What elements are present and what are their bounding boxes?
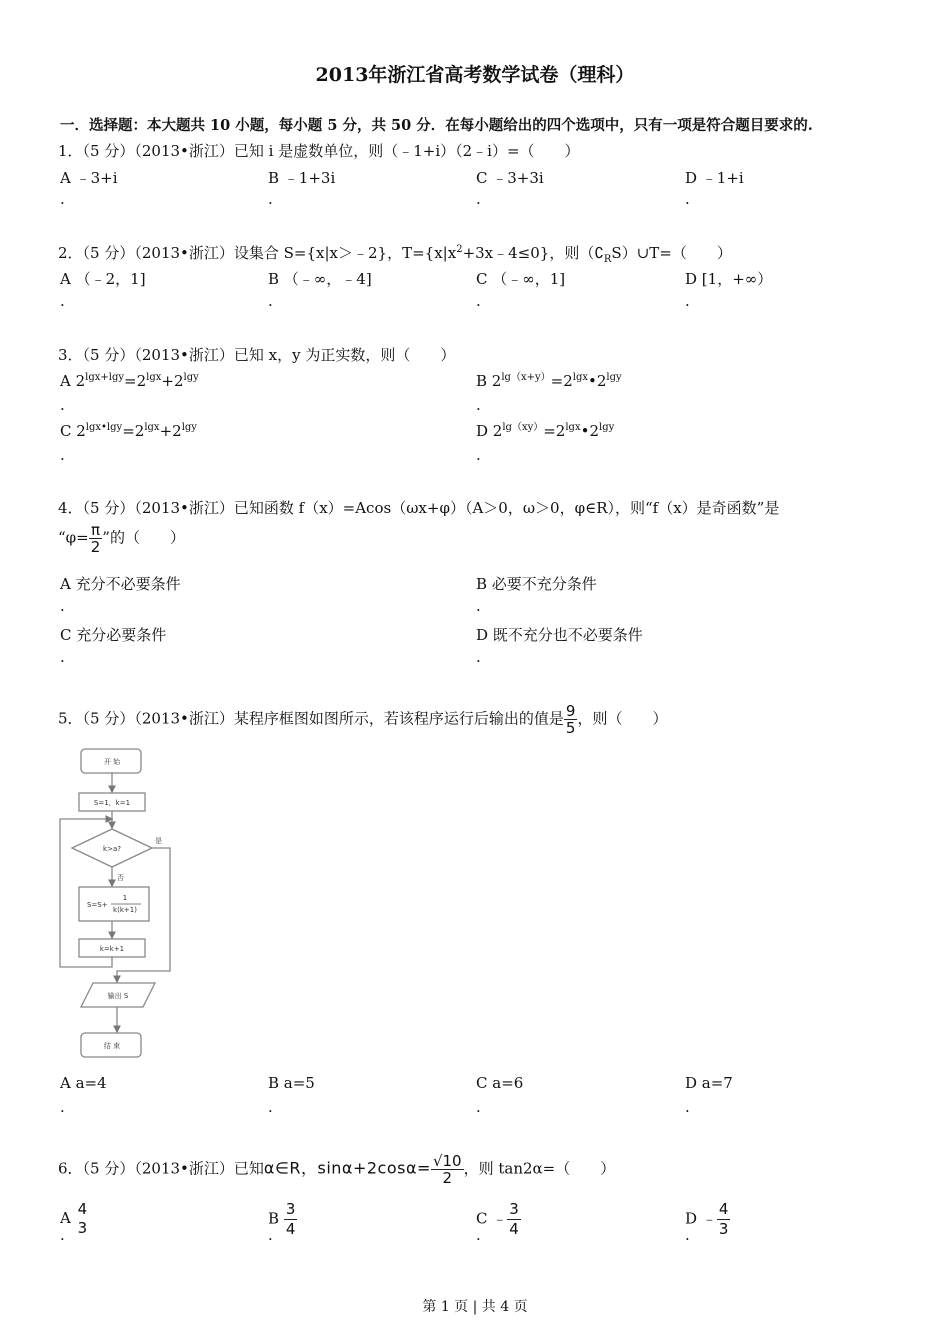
q5-option-d: D a=7 — [685, 1074, 733, 1092]
q6-frac-num: √10 — [432, 1152, 462, 1170]
option-dot: . — [476, 446, 481, 464]
q2-option-c: C （﹣∞，1] — [476, 270, 566, 288]
q6-a-fraction — [76, 1200, 90, 1238]
q5-fraction — [564, 703, 578, 736]
q6-stem-pre: 6．（5 分）（2013•浙江）已知 — [58, 1159, 264, 1178]
flow-output-label: 输出 S — [107, 992, 129, 1000]
page-title: 2013年浙江省高考数学试卷（理科） — [315, 64, 635, 86]
q3-option-a — [60, 372, 199, 390]
q3-c-sup3: lgy — [181, 422, 197, 433]
q5-stem-pre: 5．（5 分）（2013•浙江）某程序框图如图所示，若该程序运行后输出的值是 — [58, 709, 564, 728]
q5-option-c: C a=6 — [476, 1074, 524, 1092]
q6-b-label: B — [268, 1209, 280, 1228]
q3-c-mid: =2 — [122, 422, 145, 440]
q6-d-fraction — [717, 1200, 731, 1239]
q4-option-b: B 必要不充分条件 — [476, 575, 597, 593]
flow-inc-label: k=k+1 — [99, 945, 125, 953]
q3-c-label: C 2 — [60, 422, 86, 440]
q6-a-den: 3 — [77, 1219, 88, 1237]
q3-option-c — [60, 422, 197, 440]
q6-a-label: A — [60, 1209, 71, 1227]
option-dot: . — [60, 292, 65, 310]
option-dot: . — [685, 1226, 690, 1244]
flow-update-num: 1 — [122, 894, 128, 902]
q3-a-mid2: +2 — [161, 372, 184, 390]
q5-frac-den: 5 — [565, 719, 576, 737]
q6-b-fraction — [284, 1200, 298, 1239]
q3-d-mid2: •2 — [580, 422, 600, 440]
page-footer: 第 1 页 | 共 4 页 — [422, 1299, 528, 1315]
q2-stem-sup: 2 — [456, 244, 463, 255]
option-dot: . — [268, 190, 273, 208]
q6-b-den: 4 — [285, 1220, 296, 1238]
q3-a-sup2: lgx — [146, 372, 162, 383]
q3-d-sup3: lgy — [599, 422, 615, 433]
option-dot: . — [60, 446, 65, 464]
flow-yes-label: 是 — [155, 837, 162, 845]
q3-b-sup1: lg（x+y） — [501, 372, 551, 383]
q3-b-sup3: lgy — [606, 372, 622, 383]
q3-b-mid: =2 — [550, 372, 573, 390]
option-dot: . — [60, 648, 65, 666]
flow-cond-label: k>a? — [103, 845, 121, 853]
q5-frac-num: 9 — [565, 702, 576, 720]
q6-d-den: 3 — [718, 1220, 729, 1238]
question-4-stem: 4．（5 分）（2013•浙江）已知函数 f（x）=Acos（ωx+φ）（A＞0，ω＞0，φ∈R），则“f（x）是奇函数”是 — [58, 499, 780, 517]
q1-option-b: B ﹣1+3i — [268, 169, 336, 187]
option-dot: . — [60, 1226, 65, 1244]
q6-fraction — [431, 1153, 464, 1186]
q2-stem-post: S）∪T=（ ） — [611, 244, 732, 262]
q4-option-d: D 既不充分也不必要条件 — [476, 626, 643, 644]
option-dot: . — [60, 190, 65, 208]
option-dot: . — [476, 190, 481, 208]
q6-c-sign: ﹣ — [492, 1209, 508, 1228]
q3-option-d — [476, 422, 614, 440]
q4-fraction — [89, 522, 103, 555]
option-dot: . — [476, 597, 481, 615]
option-dot: . — [268, 1098, 273, 1116]
q5-option-b: B a=5 — [268, 1074, 315, 1092]
q6-d-sign: ﹣ — [701, 1209, 717, 1228]
q6-stem-post: ，则 tan2α=（ ） — [463, 1159, 616, 1178]
q3-b-mid2: •2 — [588, 372, 607, 390]
option-dot: . — [60, 1098, 65, 1116]
flow-end-label: 结 束 — [103, 1042, 121, 1050]
q1-option-c: C ﹣3+3i — [476, 169, 544, 187]
option-dot: . — [268, 1226, 273, 1244]
option-dot: . — [685, 292, 690, 310]
q5-option-a: A a=4 — [60, 1074, 107, 1092]
q2-stem-sub: R — [603, 254, 612, 265]
question-3-stem: 3．（5 分）（2013•浙江）已知 x，y 为正实数，则（ ） — [58, 346, 456, 364]
q3-b-sup2: lgx — [572, 372, 588, 383]
q3-c-sup2: lgx — [144, 422, 160, 433]
q2-option-d: D [1，+∞） — [685, 270, 773, 288]
option-dot: . — [685, 190, 690, 208]
q6-b-num: 3 — [285, 1200, 296, 1218]
flowchart-diagram — [55, 745, 180, 1060]
flow-update-label: S=S+ — [87, 901, 108, 909]
question-2-stem — [58, 242, 732, 263]
q3-c-mid2: +2 — [159, 422, 182, 440]
q3-d-sup2: lgx — [565, 422, 581, 433]
q3-a-label: A 2 — [60, 372, 86, 390]
q3-d-sup1: lg（xy） — [502, 422, 544, 433]
q3-a-sup1: lgx+lgy — [85, 372, 125, 383]
q4-option-c: C 充分必要条件 — [60, 626, 167, 644]
option-dot: . — [476, 1098, 481, 1116]
q3-option-b — [476, 372, 622, 390]
q4-line2-pre: “φ= — [58, 528, 89, 547]
option-dot: . — [60, 396, 65, 414]
q5-stem-post: ，则（ ） — [577, 709, 668, 728]
q1-option-d: D ﹣1+i — [685, 169, 744, 187]
question-1-stem: 1．（5 分）（2013•浙江）已知 i 是虚数单位，则（﹣1+i）（2﹣i）=（ ） — [58, 142, 580, 160]
option-dot: . — [268, 292, 273, 310]
q3-d-label: D 2 — [476, 422, 503, 440]
flow-init-label: S=1，k=1 — [93, 799, 131, 807]
q2-option-b: B （﹣∞，﹣4] — [268, 270, 372, 288]
q6-c-den: 4 — [509, 1220, 519, 1238]
question-6-stem — [58, 1153, 615, 1186]
q4-frac-den: 2 — [90, 538, 101, 556]
q4-line2-post: ”的（ ） — [102, 528, 185, 547]
q3-d-mid: =2 — [543, 422, 566, 440]
q6-c-num: 3 — [509, 1200, 519, 1218]
q6-d-label: D — [685, 1209, 698, 1228]
q4-frac-num: π — [89, 522, 103, 539]
question-4-line2 — [58, 522, 185, 555]
question-5-stem — [58, 703, 667, 736]
q2-option-a: A （﹣2，1] — [60, 270, 146, 288]
q6-c-fraction — [507, 1200, 521, 1239]
q4-option-a: A 充分不必要条件 — [60, 575, 181, 593]
option-dot: . — [60, 597, 65, 615]
q6-a-num: 4 — [77, 1200, 88, 1218]
q2-stem-pre: 2．（5 分）（2013•浙江）设集合 S={x|x＞﹣2}，T={x|x — [58, 244, 457, 262]
flow-update-den: k(k+1) — [113, 906, 137, 914]
option-dot: . — [685, 1098, 690, 1116]
q6-option-c — [476, 1200, 521, 1239]
q1-option-a: A ﹣3+i — [60, 169, 118, 187]
q6-option-d — [685, 1200, 730, 1239]
section-heading: 一．选择题：本大题共 10 小题，每小题 5 分，共 50 分．在每小题给出的四个选项中，只有一项是符合题目要求的. — [60, 117, 813, 134]
option-dot: . — [476, 292, 481, 310]
q6-c-label: C — [476, 1209, 488, 1228]
q2-stem-mid: +3x﹣4≤0}，则（∁ — [462, 244, 604, 262]
q3-a-mid: =2 — [124, 372, 147, 390]
q6-frac-den: 2 — [442, 1169, 453, 1187]
q6-d-num: 4 — [718, 1200, 729, 1218]
q6-math: α∈R，sinα+2cosα= — [263, 1158, 431, 1178]
q3-c-sup1: lgx•lgy — [85, 422, 123, 433]
option-dot: . — [476, 1226, 481, 1244]
q3-a-sup3: lgy — [183, 372, 199, 383]
q3-b-label: B 2 — [476, 372, 502, 390]
option-dot: . — [476, 648, 481, 666]
flow-no-label: 否 — [117, 874, 124, 882]
flow-start-label: 开 始 — [103, 758, 121, 766]
option-dot: . — [476, 396, 481, 414]
